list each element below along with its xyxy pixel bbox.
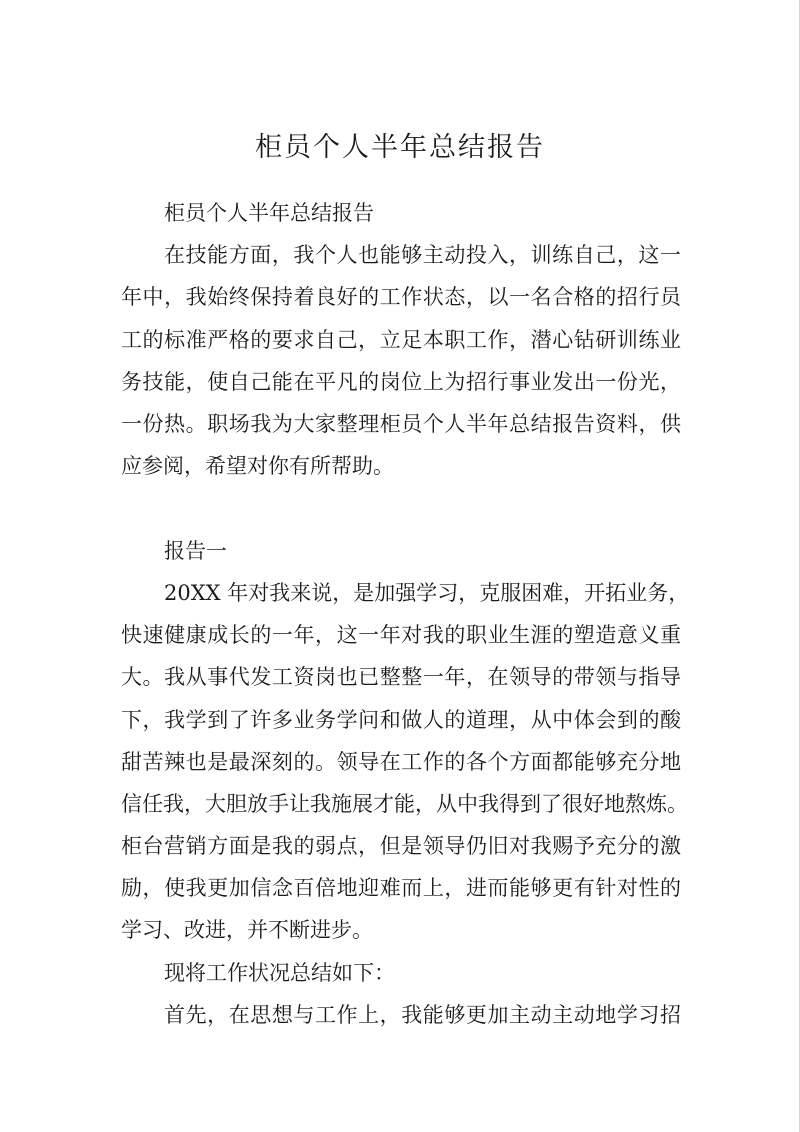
document-title: 柜员个人半年总结报告 <box>255 132 545 163</box>
paragraph-line: 一份热。职场我为大家整理柜员个人半年总结报告资料，供 <box>121 412 681 436</box>
paragraph-line: 励，使我更加信念百倍地迎难而上，进而能够更有针对性的 <box>121 876 681 900</box>
paragraph-line: 信任我，大胆放手让我施展才能，从中我得到了很好地熬炼。 <box>121 792 688 816</box>
paragraph-line: 在技能方面，我个人也能够主动投入，训练自己，这一 <box>164 243 681 267</box>
paragraph-line: 快速健康成长的一年，这一年对我的职业生涯的塑造意义重 <box>121 623 681 647</box>
paragraph-line: 现将工作状况总结如下： <box>164 961 395 985</box>
paragraph-line: 工的标准严格的要求自己，立足本职工作，潜心钻研训练业 <box>121 328 681 352</box>
paragraph-line: 大。我从事代发工资岗也已整整一年，在领导的带领与指导 <box>121 665 681 689</box>
paragraph-line: 年中，我始终保持着良好的工作状态，以一名合格的招行员 <box>121 285 681 309</box>
paragraph-line: 务技能，使自己能在平凡的岗位上为招行事业发出一份光， <box>121 370 681 394</box>
paragraph-line: 柜员个人半年总结报告 <box>164 201 374 225</box>
paragraph-line: 甜苦辣也是最深刻的。领导在工作的各个方面都能够充分地 <box>121 750 681 774</box>
section-heading: 报告一 <box>164 539 227 563</box>
paragraph-line: 首先，在思想与工作上，我能够更加主动主动地学习招 <box>164 1003 681 1027</box>
paragraph-line: 学习、改进，并不断进步。 <box>121 918 373 942</box>
paragraph-line: 应参阅，希望对你有所帮助。 <box>121 454 394 478</box>
paragraph-line: 下，我学到了许多业务学问和做人的道理，从中体会到的酸 <box>121 708 681 732</box>
paragraph-line: 柜台营销方面是我的弱点，但是领导仍旧对我赐予充分的激 <box>121 834 681 858</box>
paragraph-line: 20XX 年对我来说，是加强学习，克服困难，开拓业务， <box>164 581 690 605</box>
